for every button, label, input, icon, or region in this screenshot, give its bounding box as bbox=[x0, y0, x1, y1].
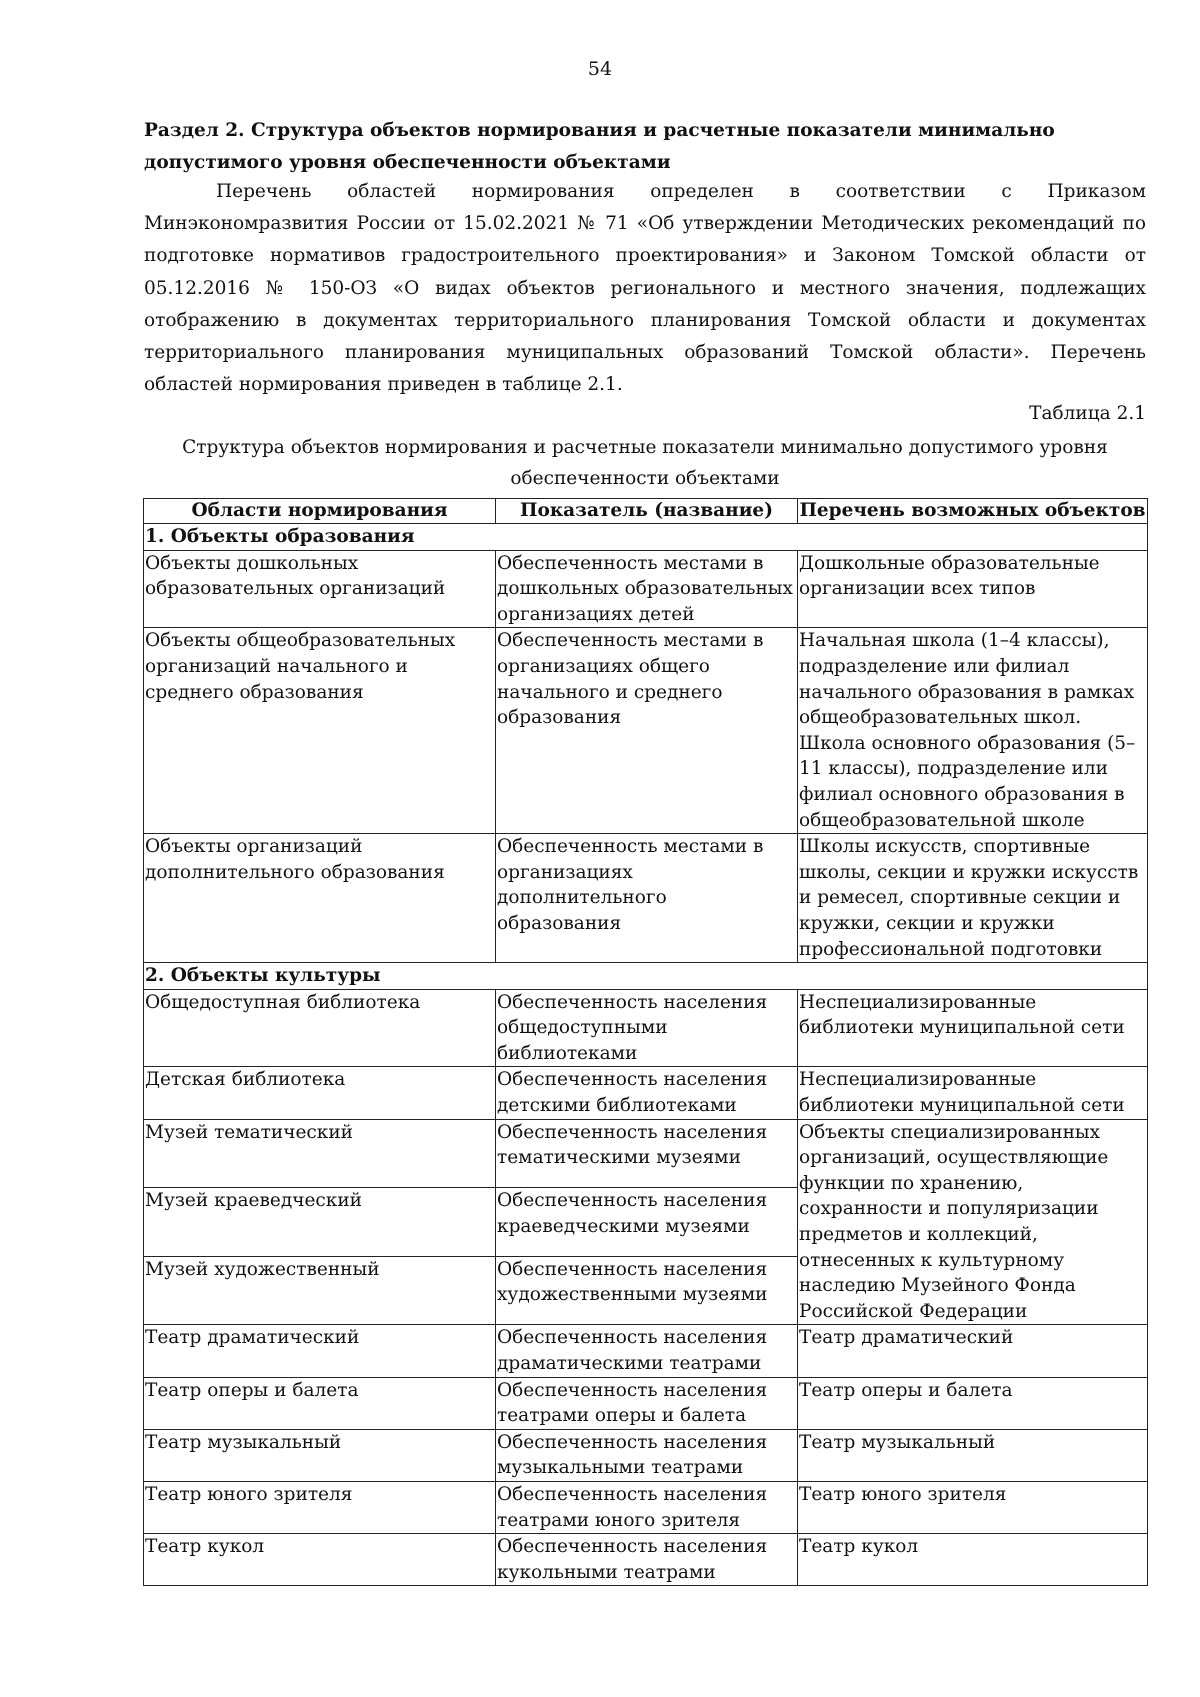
section-heading: Раздел 2. Структура объектов нормирования и расчетные показатели минимально допустимого уровня обеспеченности объектами bbox=[144, 120, 1055, 173]
table-row bbox=[144, 834, 1148, 963]
table-row bbox=[144, 1119, 1148, 1188]
objects-cell: Школы искусств, спортивные школы, секции и кружки искусств и ремесел, спортивные секции и кружки, секции и кружки профессиональной подготовки bbox=[798, 834, 1148, 963]
table-caption: Таблица 2.1 bbox=[1029, 403, 1146, 424]
objects-cell: Объекты специализированных организаций, осуществляющие функции по хранению, сохранности и популяризации предметов и коллекций, отнесенных к культурному наследию Музейного Фонда Российской Федерации bbox=[798, 1119, 1148, 1325]
header-cell: Области нормирования bbox=[144, 499, 496, 524]
area-cell: Театр музыкальный bbox=[144, 1429, 496, 1481]
area-cell: Детская библиотека bbox=[144, 1067, 496, 1119]
page-number: 54 bbox=[587, 58, 613, 80]
table-row bbox=[144, 1481, 1148, 1533]
objects-cell: Неспециализированные библиотеки муниципальной сети bbox=[798, 989, 1148, 1067]
indicator-cell: Обеспеченность населения музыкальными театрами bbox=[496, 1429, 798, 1481]
area-cell: Театр юного зрителя bbox=[144, 1481, 496, 1533]
table-row bbox=[144, 1534, 1148, 1586]
area-cell: Театр кукол bbox=[144, 1534, 496, 1586]
section-row bbox=[144, 963, 1148, 990]
area-cell: Объекты дошкольных образовательных организаций bbox=[144, 550, 496, 628]
area-cell: Музей художественный bbox=[144, 1256, 496, 1325]
section-title: 1. Объекты образования bbox=[144, 524, 1148, 551]
area-cell: Музей краеведческий bbox=[144, 1188, 496, 1257]
area-cell: Общедоступная библиотека bbox=[144, 989, 496, 1067]
objects-cell: Театр драматический bbox=[798, 1325, 1148, 1377]
section-row bbox=[144, 524, 1148, 551]
intro-paragraph: Перечень областей нормирования определен в соответствии с Приказом Минэкономразвития России от 15.02.2021 № 71 «Об утверждении Методических рекомендаций по подготовке нормативов градостроительного проектирования» и Законом Томской области от 05.12.2016 № 150-ОЗ «О видах объектов регионального и местного значения, подлежащих отображению в документах территориального планирования Томской области и документах территориального планирования муниципальных образований Томской области». Перечень областей нормирования приведен в таблице 2.1. bbox=[144, 181, 1146, 396]
table-title: Структура объектов нормирования и расчетные показатели минимально допустимого уровня обеспеченности объектами bbox=[182, 437, 1108, 489]
table-row bbox=[144, 1377, 1148, 1429]
header-cell: Перечень возможных объектов bbox=[798, 499, 1148, 524]
area-cell: Объекты организаций дополнительного образования bbox=[144, 834, 496, 963]
objects-cell: Неспециализированные библиотеки муниципальной сети bbox=[798, 1067, 1148, 1119]
table-row bbox=[144, 1067, 1148, 1119]
objects-cell: Дошкольные образовательные организации всех типов bbox=[798, 550, 1148, 628]
objects-cell: Театр кукол bbox=[798, 1534, 1148, 1586]
indicator-cell: Обеспеченность населения театрами юного зрителя bbox=[496, 1481, 798, 1533]
indicator-cell: Обеспеченность населения художественными музеями bbox=[496, 1256, 798, 1325]
norms-table bbox=[143, 498, 1148, 1586]
table-row bbox=[144, 989, 1148, 1067]
indicator-cell: Обеспеченность местами в организациях дополнительного образования bbox=[496, 834, 798, 963]
indicator-cell: Обеспеченность населения общедоступными библиотеками bbox=[496, 989, 798, 1067]
objects-cell: Театр оперы и балета bbox=[798, 1377, 1148, 1429]
indicator-cell: Обеспеченность населения тематическими музеями bbox=[496, 1119, 798, 1188]
header-cell: Показатель (название) bbox=[496, 499, 798, 524]
area-cell: Объекты общеобразовательных организаций начального и среднего образования bbox=[144, 628, 496, 834]
indicator-cell: Обеспеченность населения детскими библиотеками bbox=[496, 1067, 798, 1119]
indicator-cell: Обеспеченность населения краеведческими музеями bbox=[496, 1188, 798, 1257]
section-title: 2. Объекты культуры bbox=[144, 963, 1148, 990]
table-header-row bbox=[144, 499, 1148, 524]
table-row bbox=[144, 628, 1148, 834]
indicator-cell: Обеспеченность местами в организациях общего начального и среднего образования bbox=[496, 628, 798, 834]
objects-cell: Театр музыкальный bbox=[798, 1429, 1148, 1481]
table-row bbox=[144, 550, 1148, 628]
objects-cell: Начальная школа (1–4 классы), подразделение или филиал начального образования в рамках общеобразовательных школ. Школа основного образования (5–11 классы), подразделение или филиал основного образования в общеобразовательной школе bbox=[798, 628, 1148, 834]
indicator-cell: Обеспеченность населения драматическими театрами bbox=[496, 1325, 798, 1377]
objects-cell: Театр юного зрителя bbox=[798, 1481, 1148, 1533]
indicator-cell: Обеспеченность местами в дошкольных образовательных организациях детей bbox=[496, 550, 798, 628]
area-cell: Театр драматический bbox=[144, 1325, 496, 1377]
table-row bbox=[144, 1325, 1148, 1377]
indicator-cell: Обеспеченность населения кукольными театрами bbox=[496, 1534, 798, 1586]
table-row bbox=[144, 1429, 1148, 1481]
indicator-cell: Обеспеченность населения театрами оперы и балета bbox=[496, 1377, 798, 1429]
area-cell: Музей тематический bbox=[144, 1119, 496, 1188]
area-cell: Театр оперы и балета bbox=[144, 1377, 496, 1429]
